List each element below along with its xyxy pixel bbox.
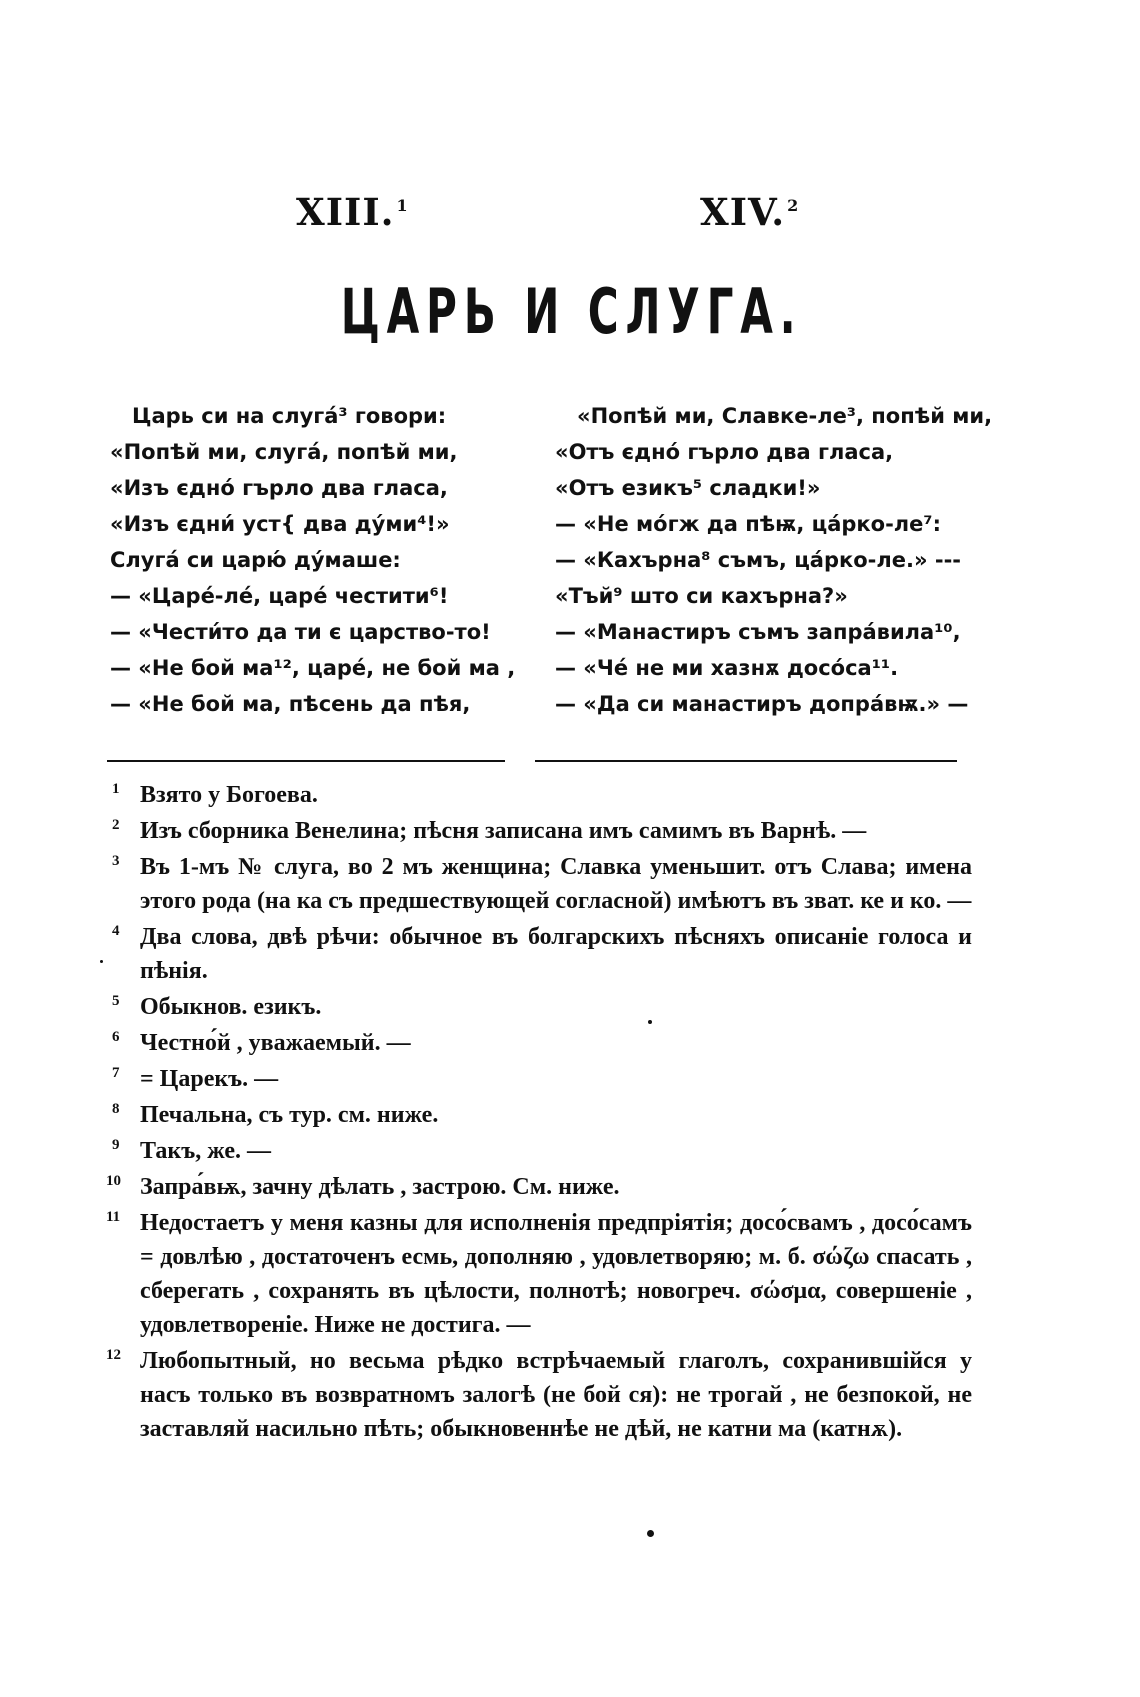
footnotes: [106, 778, 972, 1448]
poem-line: «Изъ єдни́ уст{ два ду́ми⁴!»: [110, 512, 450, 536]
print-speck: [100, 960, 103, 963]
song-number-right: [700, 190, 799, 234]
footnote-text: Недостаетъ у меня казны для исполненія предпріятія; досо́свамъ , досо́самъ = довлѣю , достаточенъ есмь, дополняю , удовлетворяю; м. б. σώζω спасать , сберегать , сохранять въ цѣлости, полнотѣ; новогреч. σώσμα, совершеніе , удовлетвореніе. Ниже не достига. —: [140, 1210, 972, 1338]
footnote-number: 12: [106, 1347, 121, 1363]
song-number-left: [296, 190, 409, 234]
footnote: [112, 850, 972, 918]
divider-left: [107, 760, 505, 762]
footnote-text: Честно́й , уважаемый. —: [140, 1030, 411, 1056]
footnote-text: Два слова, двѣ рѣчи: обычное въ болгарскихъ пѣсняхъ описаніе голоса и пѣнія.: [140, 924, 972, 984]
footnote: [112, 920, 972, 988]
footnote: [106, 1206, 972, 1342]
poem-line: — «Да си манастиръ допра́вѭ.» —: [555, 692, 969, 716]
footnote-number: 10: [106, 1173, 121, 1189]
footnote-number: 8: [112, 1101, 120, 1117]
footnote: [112, 990, 972, 1024]
poem-line: «Тъй⁹ што си кахърна?»: [555, 584, 848, 608]
footnote-mark-1: 1: [396, 196, 409, 215]
poem-line: Царь си на слугá³ говори:: [132, 404, 447, 428]
poem-line: «Отъ езикъ⁵ сладки!»: [555, 476, 821, 500]
poem-line: — «Чé не ми хазнѫ досо́са¹¹.: [555, 656, 899, 680]
footnote: [112, 778, 972, 812]
footnote-text: = Царекъ. —: [140, 1066, 279, 1092]
poem-line: «Попѣй ми, Славке-ле³, попѣй ми,: [577, 404, 993, 428]
footnote: [106, 1170, 972, 1204]
footnote-text: Любопытный, но весьма рѣдко встрѣчаемый глаголъ, сохранившійся у насъ только въ возвратномъ залогѣ (не бой ся): не трогай , не безпокой, не заставляй насильно пѣть; обыкновеннѣе не дѣй, не катни ма (катнѫ).: [140, 1348, 972, 1442]
footnote-number: 6: [112, 1029, 120, 1045]
song-title: ЦАРЬ И СЛУГА.: [340, 275, 803, 348]
footnote-mark-2: 2: [787, 196, 800, 215]
footnote-text: Въ 1-мъ № слуга, во 2 мъ женщина; Славка уменьшит. отъ Слава; имена этого рода (на ка съ предшествующей согласной) имѣютъ въ зват. ке и ко. —: [140, 854, 972, 914]
song-number-left-text: XIII.: [296, 190, 395, 234]
poem-line: Слугá си царю́ ду́маше:: [110, 548, 401, 572]
footnote-text: Печальна, съ тур. см. ниже.: [140, 1102, 439, 1128]
poem-line: «Изъ єдно́ гърло два гласа,: [110, 476, 448, 500]
footnote-number: 1: [112, 781, 120, 797]
poem-left-column: [110, 398, 515, 722]
footnote-text: Запра́вѭ, зачну дѣлать , застрою. См. ниже.: [140, 1174, 620, 1200]
poem-line: — «Царé-лé, царé честити⁶!: [110, 584, 449, 608]
footnote-text: Взято у Богоева.: [140, 782, 318, 808]
footnote: [106, 1344, 972, 1446]
footnote-text: Изъ сборника Венелина; пѣсня записана имъ самимъ въ Варнѣ. —: [140, 818, 867, 844]
footnote-number: 4: [112, 923, 120, 939]
footnote-text: Такъ, же. —: [140, 1138, 271, 1164]
footnote-number: 5: [112, 993, 120, 1009]
footnote-number: 2: [112, 817, 120, 833]
song-number-right-text: XIV.: [700, 190, 786, 234]
footnote-number: 3: [112, 853, 120, 869]
poem-line: — «Не бой ма, пѣсень да пѣя,: [110, 692, 471, 716]
footnote-number: 9: [112, 1137, 120, 1153]
poem-line: — «Кахърна⁸ съмъ, ца́рко-ле.» ---: [555, 548, 962, 572]
footnote-number: 7: [112, 1065, 120, 1081]
poem-line: — «Не бой ма¹², царé, не бой ма ,: [110, 656, 516, 680]
poem-line: «Попѣй ми, слугá, попѣй ми,: [110, 440, 458, 464]
poem-line: — «Не мо́гж да пѣѭ, ца́рко-ле⁷:: [555, 512, 942, 536]
footnote-number: 11: [106, 1209, 121, 1225]
poem-line: «Отъ єдно́ гърло два гласа,: [555, 440, 894, 464]
footnote: [112, 814, 972, 848]
poem-right-column: [555, 398, 992, 722]
footnote: [112, 1062, 972, 1096]
poem-line: — «Чести́то да ти є царство-то!: [110, 620, 491, 644]
divider-right: [535, 760, 957, 762]
print-speck: [648, 1020, 652, 1024]
print-speck: [647, 1530, 654, 1537]
footnote: [112, 1026, 972, 1060]
footnote: [112, 1134, 972, 1168]
footnote: [112, 1098, 972, 1132]
poem-line: — «Манастиръ съмъ запра́вила¹⁰,: [555, 620, 961, 644]
footnote-text: Обыкнов. езикъ.: [140, 994, 322, 1020]
